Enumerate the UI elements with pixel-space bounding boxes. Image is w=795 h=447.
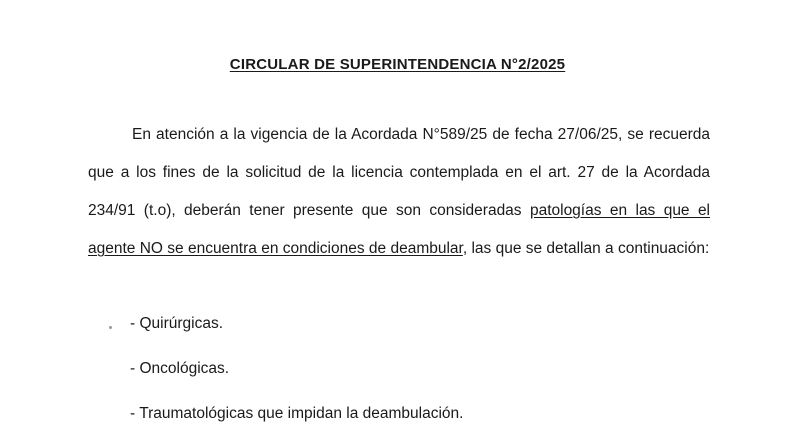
paragraph-underlined-text: patologías en las que el agente NO se encuentra en condiciones de deambular xyxy=(88,202,711,257)
list-item: - Oncológicas. xyxy=(130,360,230,377)
list-item: - Traumatológicas que impidan la deambulación. xyxy=(130,405,464,422)
circular-paragraph xyxy=(88,116,710,268)
document-title: CIRCULAR DE SUPERINTENDENCIA N°2/2025 xyxy=(229,56,566,73)
scan-speck xyxy=(109,326,112,329)
paragraph-text-part2: , las que se detallan a continuación: xyxy=(462,240,710,257)
pathology-list xyxy=(130,312,463,447)
paragraph-text-part1: En atención a la vigencia de la Acordada N°589/25 de fecha 27/06/25, se recuerda que a los fines de la solicitud de la licencia contemplada en el art. 27 de la Acordada 234/91 (t.o), deberán tener presente que son consideradas xyxy=(88,126,710,219)
list-item: - Quirúrgicas. xyxy=(130,315,224,332)
